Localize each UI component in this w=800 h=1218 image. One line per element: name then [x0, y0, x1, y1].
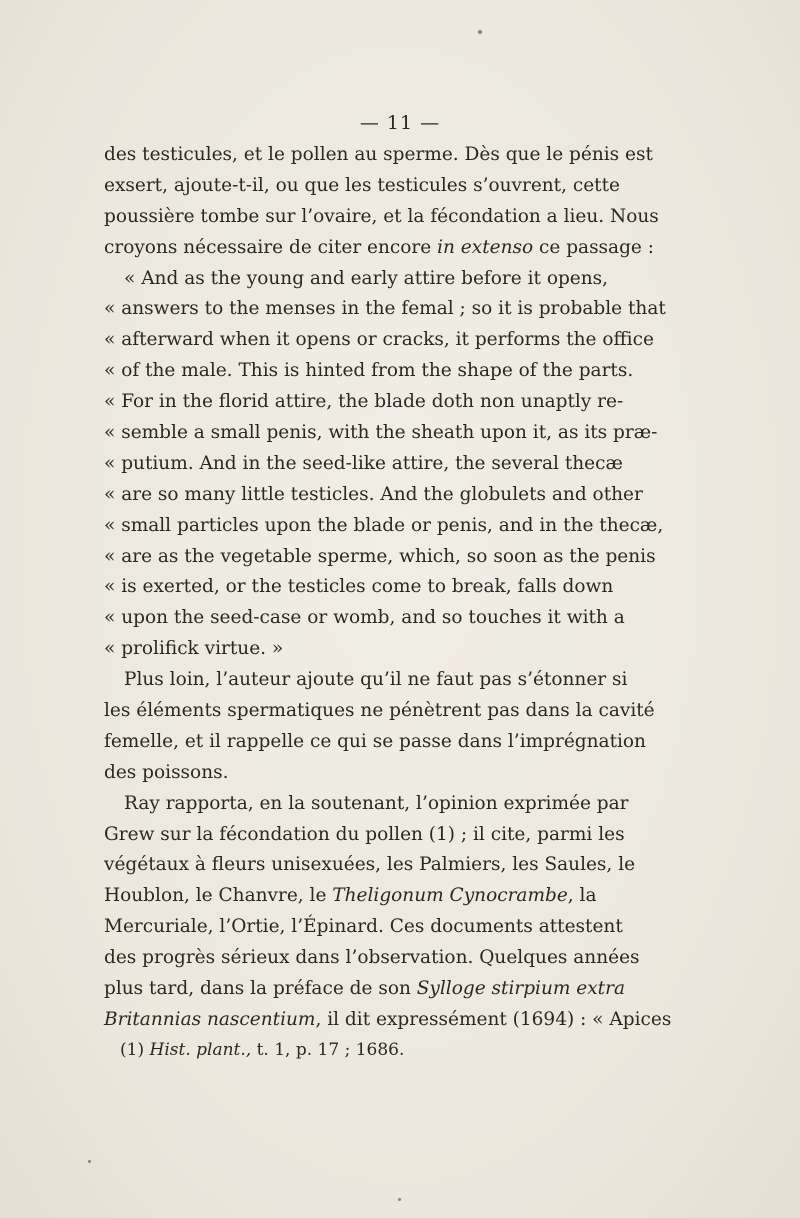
footnote-title: Hist. plant., — [149, 1040, 252, 1060]
text-line: plus tard, dans la préface de son Sylloge stirpium extra — [104, 978, 625, 1000]
text-line: « upon the seed-case or womb, and so touches it with a — [104, 607, 625, 629]
text-line: « answers to the menses in the femal ; so it is probable that — [104, 298, 666, 320]
footnote — [120, 1040, 404, 1060]
footnote-reference: t. 1, p. 17 ; 1686. — [256, 1040, 405, 1060]
text-line: « putium. And in the seed-like attire, the several thecæ — [104, 452, 623, 474]
text-line: « are as the vegetable sperme, which, so soon as the penis — [104, 545, 656, 567]
text-line: végétaux à fleurs unisexuées, les Palmiers, les Saules, le — [104, 854, 636, 876]
text-line: Britannias nascentium, il dit expressément (1694) : « Apices — [104, 1008, 672, 1030]
paper-speck — [398, 1198, 401, 1201]
text-line: Grew sur la fécondation du pollen (1) ; il cite, parmi les — [104, 823, 625, 845]
text-line: « are so many little testicles. And the globulets and other — [104, 483, 643, 505]
body-text — [104, 140, 672, 1036]
text-line: Houblon, le Chanvre, le Theligonum Cynocrambe, la — [104, 885, 597, 907]
text-line: Ray rapporta, en la soutenant, l’opinion exprimée par — [124, 792, 629, 814]
text-line: « small particles upon the blade or penis, and in the thecæ, — [104, 514, 664, 536]
page-number: — 11 — — [359, 112, 441, 134]
text-line: « For in the florid attire, the blade doth non unaptly re- — [104, 391, 624, 413]
text-line: des progrès sérieux dans l’observation. Quelques années — [104, 947, 640, 969]
text-line: Mercuriale, l’Ortie, l’Épinard. Ces documents attestent — [104, 916, 623, 938]
text-line: des testicules, et le pollen au sperme. Dès que le pénis est — [104, 144, 653, 165]
text-line: femelle, et il rappelle ce qui se passe dans l’imprégnation — [104, 730, 646, 752]
text-line: « prolifick virtue. » — [104, 638, 284, 660]
text-line: « is exerted, or the testicles come to break, falls down — [104, 576, 614, 598]
text-line: les éléments spermatiques ne pénètrent pas dans la cavité — [104, 700, 655, 722]
text-line: Plus loin, l’auteur ajoute qu’il ne faut pas s’étonner si — [124, 669, 628, 691]
text-line: des poissons. — [104, 761, 229, 783]
text-line: exsert, ajoute-t-il, ou que les testicules s’ouvrent, cette — [104, 174, 621, 196]
text-line: « of the male. This is hinted from the shape of the parts. — [104, 360, 634, 382]
paper-speck — [88, 1160, 91, 1163]
paper-speck — [478, 30, 482, 34]
text-line: « And as the young and early attire before it opens, — [124, 267, 609, 289]
text-line: croyons nécessaire de citer encore in extenso ce passage : — [104, 236, 654, 258]
footnote-marker: (1) — [120, 1040, 145, 1060]
text-line: poussière tombe sur l’ovaire, et la fécondation a lieu. Nous — [104, 205, 659, 227]
text-line: « semble a small penis, with the sheath upon it, as its præ- — [104, 422, 658, 444]
text-line: « afterward when it opens or cracks, it performs the office — [104, 329, 654, 351]
